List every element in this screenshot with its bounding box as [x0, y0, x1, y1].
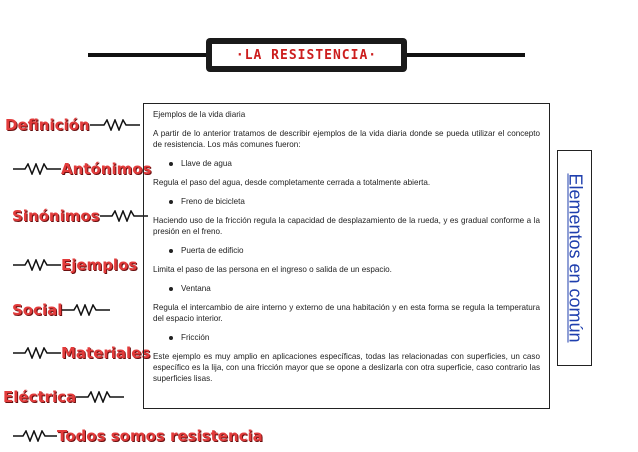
nav-item-todos-somos-resistencia[interactable] — [13, 425, 263, 447]
bullet-icon — [169, 200, 173, 204]
content-panel — [143, 103, 550, 409]
banner-lead-right — [407, 53, 525, 57]
resistor-icon — [62, 304, 110, 316]
bullet-icon — [169, 287, 173, 291]
page-title: ·LA RESISTENCIA· — [235, 47, 378, 63]
example-item — [153, 245, 540, 256]
example-name: Fricción — [181, 333, 210, 342]
content-intro: A partir de lo anterior tratamos de describir ejemplos de la vida diaria donde se pueda utilizar el concepto de resistencia. Los más comunes fueron: — [153, 129, 540, 149]
example-description: Haciendo uso de la fricción regula la capacidad de desplazamiento de la rueda, y es gradual conforme a la presión en el freno. — [153, 216, 540, 236]
nav-item-electrica[interactable] — [3, 386, 124, 408]
nav-label: Social — [12, 301, 63, 319]
bullet-icon — [169, 336, 173, 340]
example-description: Regula el intercambio de aire interno y externo de una habitación y en esta forma se regula la temperatura del espacio interior. — [153, 303, 540, 323]
nav-item-ejemplos[interactable] — [13, 254, 137, 276]
example-name: Llave de agua — [181, 159, 232, 168]
nav-label: Materiales — [61, 344, 151, 362]
nav-item-antonimos[interactable] — [13, 158, 151, 180]
resistor-icon — [76, 391, 124, 403]
example-name: Puerta de edificio — [181, 246, 244, 255]
nav-label: Todos somos resistencia — [57, 427, 263, 445]
banner-inner — [212, 44, 401, 66]
example-name: Freno de bicicleta — [181, 197, 245, 206]
example-item — [153, 158, 540, 169]
resistor-icon — [13, 430, 57, 442]
nav-item-definicion[interactable] — [5, 114, 140, 136]
example-description: Limita el paso de las persona en el ingreso o salida de un espacio. — [153, 265, 392, 274]
nav-item-sinonimos[interactable] — [12, 205, 148, 227]
bullet-icon — [169, 162, 173, 166]
resistor-icon — [13, 259, 61, 271]
nav-label: Definición — [5, 116, 90, 134]
bullet-icon — [169, 249, 173, 253]
resistor-icon — [13, 347, 61, 359]
nav-item-materiales[interactable] — [13, 342, 150, 364]
side-link-elementos-en-comun[interactable]: Elementos en común — [565, 173, 585, 343]
example-description: Este ejemplo es muy amplio en aplicaciones específicas, todas las relacionadas con superficies, un caso específico es la lija, con una fricción mayor que se opone a deslizarla con otra superficie, caso contrario las superficies lisas. — [153, 352, 540, 383]
example-item — [153, 283, 540, 294]
nav-label: Sinónimos — [12, 207, 100, 225]
resistor-icon — [13, 163, 61, 175]
nav-label: Antónimos — [61, 160, 152, 178]
content-title: Ejemplos de la vida diaria — [153, 110, 246, 119]
nav-item-social[interactable] — [12, 299, 110, 321]
example-item — [153, 196, 540, 207]
header-banner — [88, 38, 525, 72]
banner-lead-left — [88, 53, 206, 57]
example-item — [153, 332, 540, 343]
side-panel[interactable] — [557, 150, 592, 366]
banner-resistor-body — [206, 38, 407, 72]
example-name: Ventana — [181, 284, 211, 293]
nav-label: Eléctrica — [3, 388, 77, 406]
nav-label: Ejemplos — [61, 256, 138, 274]
example-description: Regula el paso del agua, desde completamente cerrada a totalmente abierta. — [153, 178, 431, 187]
resistor-icon — [100, 210, 148, 222]
resistor-icon — [90, 119, 140, 131]
